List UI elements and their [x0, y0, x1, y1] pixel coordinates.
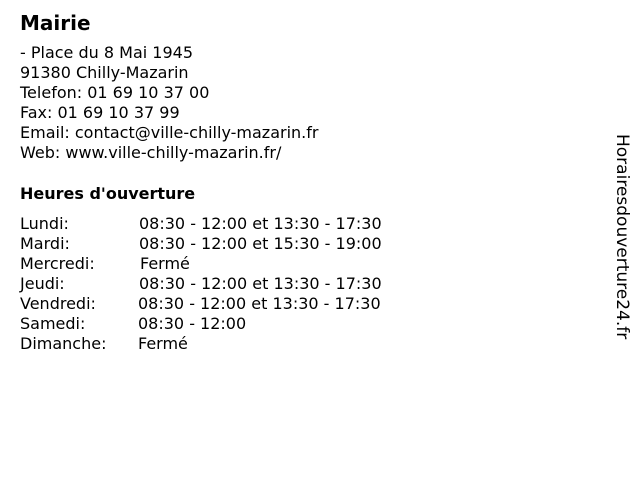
time-value: 08:30 - 12:00 et 13:30 - 17:30	[139, 274, 382, 293]
site-watermark	[612, 134, 632, 374]
place-name: Mairie	[20, 11, 91, 35]
contact-info	[20, 43, 318, 163]
address-street: - Place du 8 Mai 1945	[20, 43, 193, 62]
website-address: Web: www.ville-chilly-mazarin.fr/	[20, 143, 282, 162]
time-value: Fermé	[140, 254, 190, 273]
address-city: 91380 Chilly-Mazarin	[20, 63, 189, 82]
opening-hours-heading: Heures d'ouverture	[20, 184, 196, 203]
day-label: Dimanche:	[20, 334, 107, 353]
day-label: Vendredi:	[20, 294, 96, 313]
day-label: Lundi:	[20, 214, 69, 233]
day-label: Samedi:	[20, 314, 86, 333]
email-address: Email: contact@ville-chilly-mazarin.fr	[20, 123, 319, 142]
time-value: 08:30 - 12:00 et 13:30 - 17:30	[138, 294, 381, 313]
day-label: Jeudi:	[20, 274, 65, 293]
telefon-number: Telefon: 01 69 10 37 00	[20, 83, 210, 102]
time-value: 08:30 - 12:00 et 15:30 - 19:00	[139, 234, 382, 253]
day-label: Mercredi:	[20, 254, 95, 273]
time-value: 08:30 - 12:00	[138, 314, 247, 333]
fax-number: Fax: 01 69 10 37 99	[20, 103, 180, 122]
time-value: Fermé	[138, 334, 188, 353]
day-label: Mardi:	[20, 234, 70, 253]
watermark-text: Horairesdouverture24.fr	[612, 134, 632, 340]
time-value: 08:30 - 12:00 et 13:30 - 17:30	[139, 214, 382, 233]
